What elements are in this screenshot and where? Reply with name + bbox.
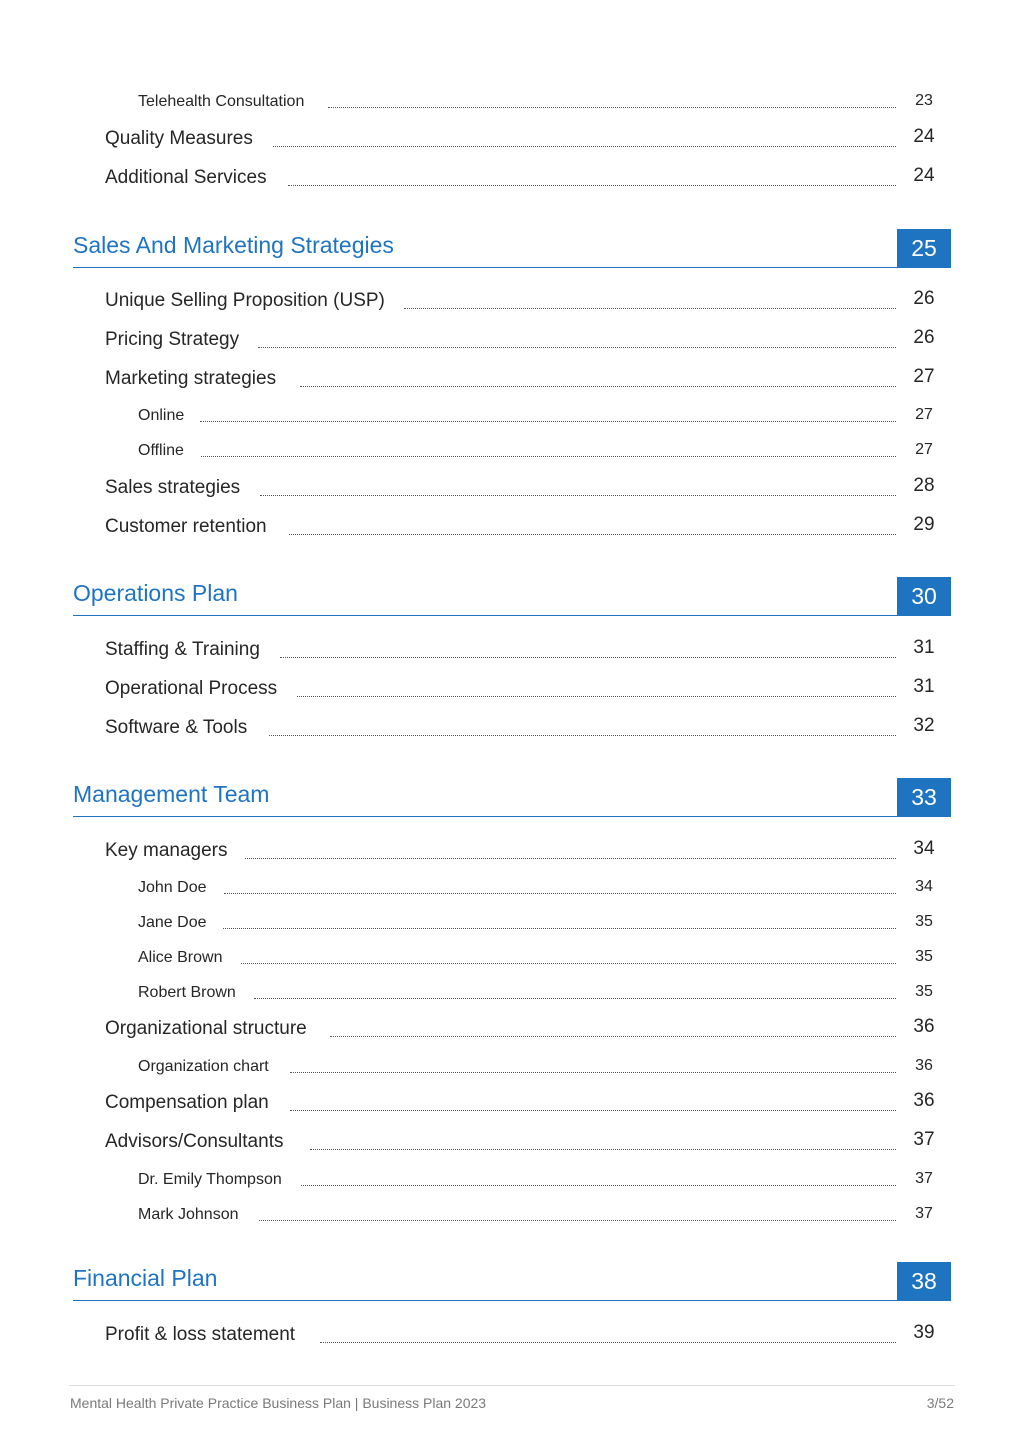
dot-leader — [289, 534, 896, 535]
toc-entry-label: Offline — [138, 442, 200, 460]
toc-entry[interactable] — [0, 368, 1024, 398]
toc-section-header[interactable] — [0, 229, 1024, 269]
section-rule — [73, 615, 951, 616]
toc-entry[interactable] — [0, 290, 1024, 320]
dot-leader — [330, 1036, 896, 1037]
toc-entry[interactable] — [0, 93, 1024, 119]
toc-entry-page: 28 — [913, 475, 935, 496]
toc-entry-page: 37 — [915, 1170, 933, 1187]
dot-leader — [301, 1185, 896, 1186]
toc-entry-page: 26 — [913, 288, 935, 309]
dot-leader — [310, 1149, 896, 1150]
toc-entry-label: Telehealth Consultation — [138, 93, 320, 111]
dot-leader — [273, 146, 896, 147]
toc-entry[interactable] — [0, 984, 1024, 1010]
toc-entry[interactable] — [0, 717, 1024, 747]
toc-entry-page: 27 — [913, 366, 935, 387]
toc-entry[interactable] — [0, 1131, 1024, 1161]
dot-leader — [241, 963, 896, 964]
toc-entry-label: Staffing & Training — [105, 639, 276, 661]
toc-entry-page: 29 — [913, 514, 935, 535]
toc-entry[interactable] — [0, 914, 1024, 940]
toc-entry-page: 39 — [913, 1322, 935, 1343]
dot-leader — [245, 858, 896, 859]
toc-entry-label: Organizational structure — [105, 1018, 323, 1040]
dot-leader — [280, 657, 896, 658]
dot-leader — [258, 347, 896, 348]
toc-entry-page: 37 — [915, 1205, 933, 1222]
toc-entry-label: Mark Johnson — [138, 1206, 255, 1224]
toc-entry[interactable] — [0, 1206, 1024, 1232]
toc-entry-page: 35 — [915, 913, 933, 930]
toc-entry-label: Additional Services — [105, 167, 283, 189]
toc-section-header[interactable] — [0, 1262, 1024, 1302]
toc-entry[interactable] — [0, 639, 1024, 669]
toc-entry[interactable] — [0, 407, 1024, 433]
toc-entry-label: Advisors/Consultants — [105, 1131, 299, 1153]
section-title: Operations Plan — [73, 580, 238, 606]
toc-entry-page: 36 — [913, 1090, 935, 1111]
toc-section-header[interactable] — [0, 577, 1024, 617]
toc-entry[interactable] — [0, 128, 1024, 158]
toc-entry[interactable] — [0, 1018, 1024, 1048]
toc-entry-label: Marketing strategies — [105, 368, 292, 390]
dot-leader — [290, 1110, 896, 1111]
toc-entry-label: Sales strategies — [105, 477, 256, 499]
toc-entry[interactable] — [0, 1092, 1024, 1122]
toc-entry-label: Profit & loss statement — [105, 1324, 311, 1346]
section-rule — [73, 1300, 951, 1301]
toc-entry-label: Robert Brown — [138, 984, 252, 1002]
toc-entry[interactable] — [0, 1058, 1024, 1084]
toc-entry-label: Dr. Emily Thompson — [138, 1171, 298, 1189]
toc-entry-label: John Doe — [138, 879, 223, 897]
dot-leader — [260, 495, 896, 496]
section-page-badge: 38 — [897, 1262, 951, 1301]
toc-entry[interactable] — [0, 840, 1024, 870]
dot-leader — [259, 1220, 896, 1221]
toc-entry-page: 27 — [915, 406, 933, 423]
dot-leader — [297, 696, 896, 697]
toc-entry[interactable] — [0, 879, 1024, 905]
dot-leader — [200, 421, 896, 422]
toc-entry-label: Compensation plan — [105, 1092, 285, 1114]
dot-leader — [328, 107, 896, 108]
dot-leader — [290, 1072, 896, 1073]
toc-entry[interactable] — [0, 949, 1024, 975]
toc-entry-label: Customer retention — [105, 516, 283, 538]
toc-entry-page: 27 — [915, 441, 933, 458]
toc-entry-label: Organization chart — [138, 1058, 285, 1076]
toc-entry-label: Quality Measures — [105, 128, 269, 150]
toc-entry-label: Software & Tools — [105, 717, 263, 739]
dot-leader — [288, 185, 896, 186]
toc-entry-page: 34 — [913, 838, 935, 859]
dot-leader — [269, 735, 896, 736]
toc-entry-page: 24 — [913, 126, 935, 147]
toc-entry[interactable] — [0, 1324, 1024, 1354]
dot-leader — [224, 893, 896, 894]
toc-section-header[interactable] — [0, 778, 1024, 818]
toc-entry-page: 36 — [915, 1057, 933, 1074]
dot-leader — [404, 308, 896, 309]
section-rule — [73, 816, 951, 817]
toc-entry[interactable] — [0, 678, 1024, 708]
toc-entry[interactable] — [0, 329, 1024, 359]
toc-entry-label: Alice Brown — [138, 949, 238, 967]
dot-leader — [300, 386, 896, 387]
toc-entry-label: Operational Process — [105, 678, 293, 700]
toc-entry-page: 31 — [913, 676, 935, 697]
toc-entry-page: 32 — [913, 715, 935, 736]
toc-entry-page: 24 — [913, 165, 935, 186]
toc-entry-label: Pricing Strategy — [105, 329, 255, 351]
toc-entry-page: 23 — [915, 92, 933, 109]
section-page-badge: 30 — [897, 577, 951, 616]
section-title: Sales And Marketing Strategies — [73, 232, 394, 258]
toc-entry-label: Online — [138, 407, 200, 425]
dot-leader — [320, 1342, 896, 1343]
toc-entry[interactable] — [0, 1171, 1024, 1197]
toc-entry[interactable] — [0, 516, 1024, 546]
toc-entry-page: 35 — [915, 948, 933, 965]
section-page-badge: 25 — [897, 229, 951, 268]
section-title: Financial Plan — [73, 1265, 218, 1291]
footer-page-indicator: 3/52 — [926, 1395, 954, 1411]
dot-leader — [254, 998, 896, 999]
dot-leader — [201, 456, 896, 457]
toc-entry-page: 34 — [915, 878, 933, 895]
toc-entry-page: 31 — [913, 637, 935, 658]
toc-entry-page: 36 — [913, 1016, 935, 1037]
toc-entry-page: 35 — [915, 983, 933, 1000]
toc-entry[interactable] — [0, 442, 1024, 468]
footer-divider — [69, 1385, 955, 1386]
section-rule — [73, 267, 951, 268]
toc-entry[interactable] — [0, 167, 1024, 197]
toc-entry-page: 26 — [913, 327, 935, 348]
toc-entry-label: Jane Doe — [138, 914, 223, 932]
section-title: Management Team — [73, 781, 270, 807]
toc-entry[interactable] — [0, 477, 1024, 507]
section-page-badge: 33 — [897, 778, 951, 817]
toc-entry-page: 37 — [913, 1129, 935, 1150]
dot-leader — [223, 928, 896, 929]
footer-document-title: Mental Health Private Practice Business Plan | Business Plan 2023 — [70, 1395, 487, 1411]
toc-entry-label: Key managers — [105, 840, 244, 862]
toc-entry-label: Unique Selling Proposition (USP) — [105, 290, 401, 312]
